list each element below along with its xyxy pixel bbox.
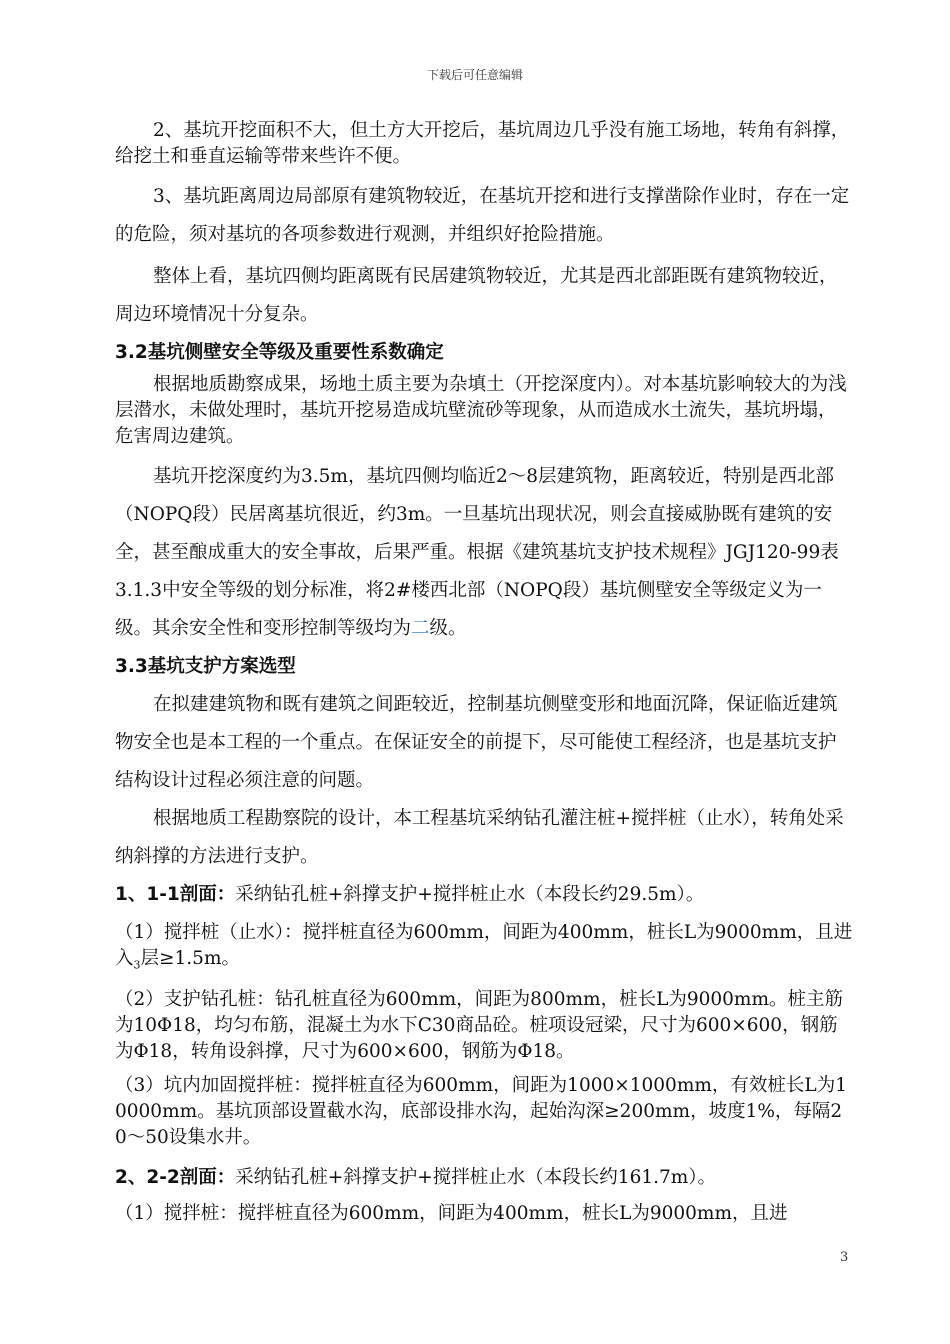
subsection-1-1-text: 采纳钻孔桩+斜撑支护+搅拌桩止水（本段长约29.5m）。: [235, 884, 705, 905]
paragraph-4: 根据地质勘察成果，场地土质主要为杂填土（开挖深度内）。对本基坑影响较大的为浅层潜水，未做处理时，基坑开挖易造成坑壁流砂等现象，从而造成水土流失，基坑坍塌，危害周边建筑。: [115, 374, 847, 447]
item-1-1-3: （3）坑内加固搅拌桩：搅拌桩直径为600mm，间距为1000×1000mm，有效桩长L为10000mm。基坑顶部设置截水沟，底部设排水沟，起始沟深≥200mm，坡度1%，每隔20～50设集水井。: [115, 1074, 847, 1148]
subsection-1-1-label: 1、1-1剖面：: [115, 884, 236, 905]
paragraph-5-end: 级。: [429, 618, 467, 639]
subsection-2-2-label: 2、2-2剖面：: [115, 1166, 236, 1188]
paragraph-7: 根据地质工程勘察院的设计，本工程基坑采纳钻孔灌注桩+搅拌桩（止水），转角处采纳斜撑的方法进行支护。: [115, 808, 844, 867]
page-number: 3: [840, 1250, 849, 1265]
item-1-1-1: [115, 920, 853, 979]
item-2-2-1: （1）搅拌桩：搅拌桩直径为600mm，间距为400mm，桩长L为9000mm，且进: [115, 1202, 788, 1224]
section-heading-3-2: 3.2基坑侧壁安全等级及重要性系数确定: [115, 342, 444, 363]
paragraph-1: 2、基坑开挖面积不大，但土方大开挖后，基坑周边几乎没有施工场地，转角有斜撑，给挖土和垂直运输等带来些许不便。: [115, 120, 850, 167]
paragraph-5-text: 基坑开挖深度约为3.5m，基坑四侧均临近2～8层建筑物，距离较近，特别是西北部（NOPQ段）民居离基坑很近，约3m。一旦基坑出现状况，则会直接威胁既有建筑的安全，甚至酿成重大的安全事故，后果严重。根据《建筑基坑支护技术规程》JGJ120-99表3.1.3中安全等级的划分标准，将2#楼西北部（NOPQ段）基坑侧壁安全等级定义为一级。其余安全性和变形控制等级均为: [115, 466, 839, 639]
paragraph-6: 在拟建建筑物和既有建筑之间距较近，控制基坑侧壁变形和地面沉降，保证临近建筑物安全也是本工程的一个重点。在保证安全的前提下，尽可能使工程经济，也是基坑支护结构设计过程必须注意的问题。: [115, 694, 838, 791]
document-body: [115, 118, 853, 1235]
section-heading-3-3: 3.3基坑支护方案选型: [115, 656, 296, 677]
paragraph-3: 整体上看，基坑四侧均距离既有民居建筑物较近，尤其是西北部距既有建筑物较近，周边环境情况十分复杂。: [115, 266, 838, 325]
page-header: 下载后可任意编辑: [426, 68, 523, 82]
subsection-2-2: [115, 1159, 853, 1197]
item-1-1-1-end: 层≥1.5m。: [140, 948, 240, 969]
paragraph-5: [115, 458, 853, 648]
item-1-1-1-sub: 3: [133, 958, 141, 972]
item-1-1-1-text: （1）搅拌桩（止水）：搅拌桩直径为600mm，间距为400mm，桩长L为9000mm，且进入: [115, 922, 853, 969]
subsection-1-1: [115, 876, 853, 914]
subsection-2-2-text: 采纳钻孔桩+斜撑支护+搅拌桩止水（本段长约161.7m）。: [235, 1166, 717, 1188]
paragraph-2: 3、基坑距离周边局部原有建筑物较近，在基坑开挖和进行支撑凿除作业时，存在一定的危险，须对基坑的各项参数进行观测，并组织好抢险措施。: [115, 186, 850, 245]
highlighted-level: 二: [411, 618, 430, 639]
item-1-1-2: （2）支护钻孔桩：钻孔桩直径为600mm，间距为800mm，桩长L为9000mm。桩主筋为10Φ18，均匀布筋，混凝土为水下C30商品砼。桩项设冠梁，尺寸为600×600，钢筋为Φ18，转角设斜撑，尺寸为600×600，钢筋为Φ18。: [115, 988, 844, 1062]
